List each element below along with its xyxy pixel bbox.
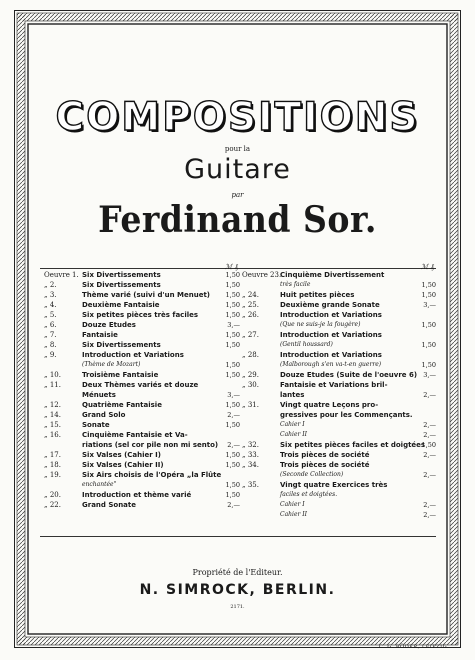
entry-price: 2,— (423, 421, 436, 429)
catalog-entry (44, 470, 240, 480)
catalog-entry (242, 430, 436, 440)
opus-number: „ 6. (44, 321, 57, 329)
entry-subtitle: Cahier I (280, 421, 305, 428)
opus-number: „ 33. (242, 451, 259, 459)
entry-price: 2,— (227, 411, 240, 419)
opus-number: „ 3. (44, 291, 57, 299)
catalog-entry (44, 270, 240, 280)
entry-title: Six Valses (Cahier II) (82, 461, 164, 469)
opus-number: „ 9. (44, 351, 57, 359)
opus-number: „ 17. (44, 451, 61, 459)
entry-title: Cinquième Fantaisie et Va- (82, 431, 188, 439)
publisher-name: N. SIMROCK, BERLIN. (139, 582, 336, 598)
entry-price: 1,50 (225, 481, 240, 489)
catalog-right-column (242, 263, 436, 520)
entry-title: Trois pièces de société (280, 451, 370, 459)
catalog-entry (44, 330, 240, 340)
catalog-entry (242, 390, 436, 400)
catalog-entry (44, 350, 240, 360)
opus-number: „ 35. (242, 481, 259, 489)
catalog-entry (242, 380, 436, 390)
catalog-entry (242, 500, 436, 510)
catalog-entry (242, 450, 436, 460)
entry-title: Deuxième grande Sonate (280, 301, 380, 309)
catalog-entry (44, 280, 240, 290)
entry-price: 1,50 (225, 271, 240, 279)
entry-title: Douze Etudes (82, 321, 136, 329)
entry-title: Cinquième Divertissement (280, 271, 385, 279)
catalog-entry (242, 290, 436, 300)
entry-price: 2,— (423, 471, 436, 479)
entry-price: 1,50 (225, 401, 240, 409)
catalog-left-column (44, 263, 240, 510)
entry-title: Ménuets (82, 391, 116, 399)
catalog-entry (44, 290, 240, 300)
opus-number: „ 28. (242, 351, 259, 359)
entry-price: 2,— (423, 391, 436, 399)
entry-title: Six Divertissements (82, 281, 161, 289)
entry-price: 1,50 (421, 361, 436, 369)
entry-title: Vingt quatre Leçons pro- (280, 401, 379, 409)
opus-number: „ 31. (242, 401, 259, 409)
entry-price: 1,50 (225, 311, 240, 319)
printer-credit: C. G. RÖDER, LEIPZIG. (379, 644, 449, 650)
catalog-entry (242, 350, 436, 360)
opus-number: „ 19. (44, 471, 61, 479)
opus-number: „ 25. (242, 301, 259, 309)
price-header: ℳ ₰ (420, 263, 434, 271)
page-title: COMPOSITIONS (55, 95, 420, 140)
entry-price: 1,50 (225, 301, 240, 309)
instrument-title: Guitare (184, 154, 291, 185)
entry-price: 1,50 (421, 281, 436, 289)
opus-number: „ 10. (44, 371, 61, 379)
entry-subtitle: enchantée" (82, 481, 117, 488)
propriete-text: Propriété de l'Editeur. (192, 568, 283, 577)
catalog-entry (242, 340, 436, 350)
opus-number: „ 30. (242, 381, 259, 389)
opus-number: Oeuvre 1. (44, 271, 79, 279)
entry-title: Quatrième Fantaisie (82, 401, 162, 409)
entry-title: Thème varié (suivi d'un Menuet) (82, 291, 210, 299)
entry-subtitle: Cahier I (280, 501, 305, 508)
list-top-rule (40, 268, 436, 269)
catalog-entry (44, 410, 240, 420)
entry-price: 1,50 (225, 331, 240, 339)
entry-price: 1,50 (421, 441, 436, 449)
catalog-entry (242, 280, 436, 290)
catalog-entry (44, 340, 240, 350)
entry-subtitle: (Thème de Mozart) (82, 361, 141, 368)
catalog-entry (44, 460, 240, 470)
opus-number: „ 18. (44, 461, 61, 469)
catalog-entry (242, 300, 436, 310)
entry-price: 2,— (227, 441, 240, 449)
entry-price: 2,— (423, 501, 436, 509)
entry-subtitle: Cahier II (280, 511, 308, 518)
entry-price: 1,50 (225, 371, 240, 379)
opus-number: „ 34. (242, 461, 259, 469)
catalog-entry (44, 370, 240, 380)
entry-title: Six Airs choisis de l'Opéra „la Flûte (82, 471, 222, 479)
pour-la-text: pour la (224, 145, 251, 153)
opus-number: „ 4. (44, 301, 57, 309)
catalog-entry (242, 470, 436, 480)
catalog-entry (44, 300, 240, 310)
entry-title: Deuxième Fantaisie (82, 301, 160, 309)
opus-number: „ 2. (44, 281, 57, 289)
entry-title: riations (sel cor pile non mi sento) (82, 441, 219, 449)
entry-subtitle: (Que ne suis-je la fougère) (280, 321, 361, 328)
catalog-entry (44, 380, 240, 390)
entry-title: Troisième Fantaisie (82, 371, 159, 379)
catalog-entry (242, 510, 436, 520)
catalog-entry (44, 430, 240, 440)
entry-price: 1,50 (421, 291, 436, 299)
price-header: ℳ ₰ (224, 263, 238, 271)
opus-number: Oeuvre 23. (242, 271, 282, 279)
opus-number: „ 29. (242, 371, 259, 379)
opus-number: „ 26. (242, 311, 259, 319)
entry-subtitle: Cahier II (280, 431, 308, 438)
entry-title: Six petites pièces très faciles (82, 311, 199, 319)
entry-title: Fantaisie (82, 331, 118, 339)
opus-number: „ 7. (44, 331, 57, 339)
opus-number: „ 12. (44, 401, 61, 409)
entry-price: 3,— (423, 371, 436, 379)
catalog-entry (44, 480, 240, 490)
entry-subtitle: (Gentil houssard) (280, 341, 333, 348)
entry-title: Deux Thèmes variés et douze (82, 381, 199, 389)
catalog-entry (44, 400, 240, 410)
opus-number: „ 5. (44, 311, 57, 319)
entry-price: 3,— (227, 321, 240, 329)
composer-name: Ferdinand Sor. (98, 199, 377, 241)
entry-title: gressives pour les Commençants. (280, 411, 413, 419)
entry-price: 1,50 (225, 291, 240, 299)
catalog-entry (242, 360, 436, 370)
opus-number: „ 20. (44, 491, 61, 499)
entry-title: Trois pièces de société (280, 461, 370, 469)
entry-subtitle: faciles et doigtées. (280, 491, 338, 498)
par-text: par (231, 191, 244, 199)
catalog-entry (242, 480, 436, 490)
opus-number: „ 32. (242, 441, 259, 449)
catalog-entry (44, 320, 240, 330)
opus-number: „ 15. (44, 421, 61, 429)
catalog-entry (242, 410, 436, 420)
catalog-entry (242, 440, 436, 450)
catalog-entry (242, 420, 436, 430)
entry-price: 1,50 (225, 361, 240, 369)
catalog-entry (242, 490, 436, 500)
entry-title: Grand Solo (82, 411, 126, 419)
opus-number: „ 16. (44, 431, 61, 439)
catalog-entry (44, 490, 240, 500)
entry-title: Introduction et thème varié (82, 491, 192, 499)
catalog-entry (242, 330, 436, 340)
opus-number: „ 27. (242, 331, 259, 339)
plate-number: 2171. (230, 604, 245, 610)
entry-title: Sonate (82, 421, 110, 429)
entry-price: 2,— (227, 501, 240, 509)
entry-price: 1,50 (225, 491, 240, 499)
entry-title: Introduction et Variations (280, 311, 382, 319)
entry-title: Douze Etudes (Suite de l'oeuvre 6) (280, 371, 418, 379)
catalog-entry (44, 360, 240, 370)
catalog-entry (44, 450, 240, 460)
opus-number: „ 11. (44, 381, 61, 389)
entry-price: 1,50 (225, 451, 240, 459)
catalog-entry (242, 310, 436, 320)
entry-title: Introduction et Variations (82, 351, 184, 359)
catalog-entry (242, 460, 436, 470)
entry-title: Fantaisie et Variations bril- (280, 381, 388, 389)
entry-title: Introduction et Variations (280, 351, 382, 359)
entry-title: Six Divertissements (82, 271, 161, 279)
catalog-entry (44, 440, 240, 450)
entry-price: 2,— (423, 511, 436, 519)
entry-price: 1,50 (421, 321, 436, 329)
entry-price: 3,— (423, 301, 436, 309)
entry-price: 1,50 (225, 281, 240, 289)
catalog-entry (44, 500, 240, 510)
entry-title: Vingt quatre Exercices très (280, 481, 388, 489)
entry-title: Six Divertissements (82, 341, 161, 349)
entry-title: lantes (280, 391, 305, 399)
entry-price: 3,— (227, 391, 240, 399)
entry-title: Grand Sonate (82, 501, 137, 509)
entry-price: 2,— (423, 451, 436, 459)
entry-title: Huit petites pièces (280, 291, 355, 299)
catalog-entry (242, 370, 436, 380)
entry-price: 1,50 (225, 341, 240, 349)
entry-subtitle: très facile (280, 281, 311, 288)
list-bottom-rule (40, 536, 436, 537)
entry-title: Introduction et Variations (280, 331, 382, 339)
opus-number: „ 8. (44, 341, 57, 349)
catalog-entry (242, 320, 436, 330)
opus-number: „ 24. (242, 291, 259, 299)
catalog-entry (44, 390, 240, 400)
entry-title: Six Valses (Cahier I) (82, 451, 161, 459)
opus-number: „ 14. (44, 411, 61, 419)
catalog-entry (44, 420, 240, 430)
entry-price: 1,50 (421, 341, 436, 349)
entry-subtitle: (Seconde Collection) (280, 471, 344, 478)
entry-title: Six petites pièces faciles et doigtées (280, 441, 426, 449)
entry-price: 1,50 (225, 421, 240, 429)
catalog-entry (44, 310, 240, 320)
opus-number: „ 22. (44, 501, 61, 509)
entry-subtitle: (Malborough s'en va-t-en guerre) (280, 361, 382, 368)
entry-price: 1,50 (225, 461, 240, 469)
entry-price: 2,— (423, 431, 436, 439)
catalog-entry (242, 270, 436, 280)
catalog-entry (242, 400, 436, 410)
